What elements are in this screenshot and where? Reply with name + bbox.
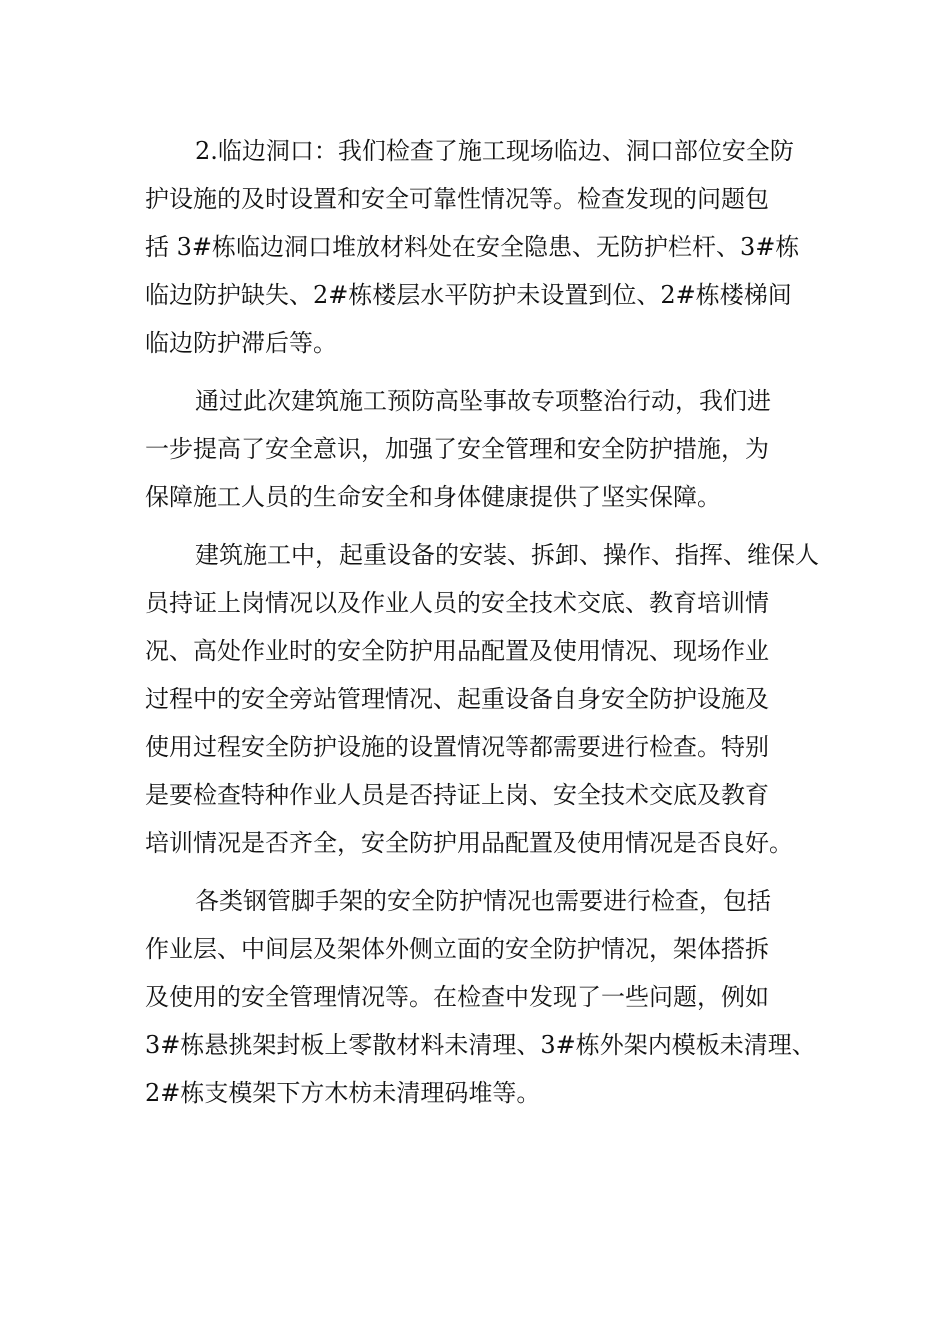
text-line: 3#栋悬挑架封板上零散材料未清理、3#栋外架内模板未清理、: [145, 1031, 816, 1059]
paragraph-gap: [145, 367, 810, 377]
text-line: 况、高处作业时的安全防护用品配置及使用情况、现场作业: [145, 637, 769, 665]
text-line: 培训情况是否齐全，安全防护用品配置及使用情况是否良好。: [145, 829, 793, 857]
paragraph-gap: [145, 867, 810, 877]
paragraph-lifting-equipment: [145, 531, 819, 867]
paragraph-edge-openings: [145, 127, 810, 367]
text-line: 作业层、中间层及架体外侧立面的安全防护情况，架体搭拆: [145, 935, 769, 963]
paragraph-scaffolding: [145, 877, 816, 1117]
text-line: 临边防护缺失、2#栋楼层水平防护未设置到位、2#栋楼梯间: [145, 281, 792, 309]
text-line: 及使用的安全管理情况等。在检查中发现了一些问题，例如: [145, 983, 769, 1011]
text-line: 一步提高了安全意识，加强了安全管理和安全防护措施，为: [145, 435, 769, 463]
paragraph-gap: [145, 521, 810, 531]
text-line: 员持证上岗情况以及作业人员的安全技术交底、教育培训情: [145, 589, 769, 617]
text-line: 临边防护滞后等。: [145, 329, 337, 357]
text-line: 2#栋支模架下方木枋未清理码堆等。: [145, 1079, 541, 1107]
text-line: 护设施的及时设置和安全可靠性情况等。检查发现的问题包: [145, 185, 769, 213]
document-body: [145, 127, 819, 1117]
text-line: 括 3#栋临边洞口堆放材料处在安全隐患、无防护栏杆、3#栋: [145, 233, 800, 261]
text-line: 保障施工人员的生命安全和身体健康提供了坚实保障。: [145, 483, 721, 511]
text-line: 过程中的安全旁站管理情况、起重设备自身安全防护设施及: [145, 685, 769, 713]
text-line: 使用过程安全防护设施的设置情况等都需要进行检查。特别: [145, 733, 769, 761]
text-line: 各类钢管脚手架的安全防护情况也需要进行检查，包括: [195, 887, 771, 915]
text-line: 建筑施工中，起重设备的安装、拆卸、操作、指挥、维保人: [195, 541, 819, 569]
text-line: 2.临边洞口：我们检查了施工现场临边、洞口部位安全防: [195, 137, 794, 165]
text-line: 通过此次建筑施工预防高坠事故专项整治行动，我们进: [195, 387, 771, 415]
text-line: 是要检查特种作业人员是否持证上岗、安全技术交底及教育: [145, 781, 769, 809]
paragraph-campaign-summary: [145, 377, 810, 521]
